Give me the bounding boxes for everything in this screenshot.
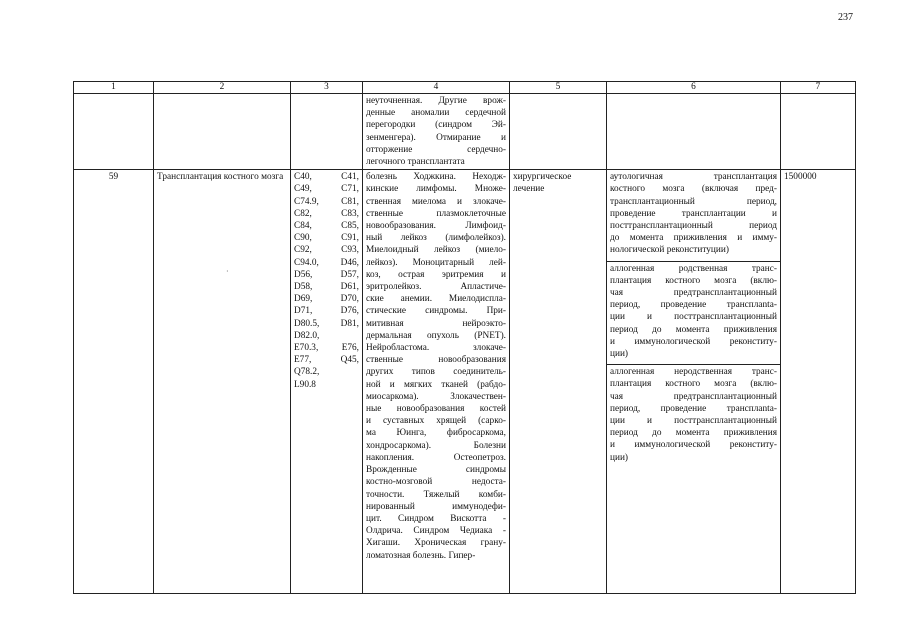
- icd-code: D71,: [294, 306, 313, 317]
- diagnosis-line: ма Юинга, фибросаркома,: [366, 428, 506, 439]
- method-line: проведение трансплантации и: [610, 208, 777, 219]
- column-header-3: 3: [291, 82, 363, 94]
- diagnosis-line: кинские лимфомы. Множе-: [366, 184, 506, 195]
- diagnosis-line: ственная миелома и злокаче-: [366, 196, 506, 207]
- method-item: [607, 170, 780, 257]
- page-number: 237: [838, 12, 853, 23]
- procedure-name: [154, 170, 291, 594]
- diagnosis-line: отторжение сердечно-: [366, 144, 506, 155]
- treatment-type: [510, 170, 607, 594]
- icd-code: D57,: [340, 269, 359, 280]
- diagnosis-line: костно-мозговой недоста-: [366, 477, 506, 488]
- method-line: период, проведение трансплanta-: [610, 300, 777, 311]
- method-line: ции): [610, 452, 629, 463]
- scan-artifact: ·: [226, 267, 229, 276]
- diagnosis-line: других типов соединитель-: [366, 367, 506, 378]
- icd-code: C90,: [294, 233, 312, 244]
- icd-code: C40,: [294, 172, 312, 183]
- norm-value: 1500000: [784, 172, 817, 183]
- icd-code: C83,: [341, 208, 359, 219]
- method-line: и иммунологической реконститу-: [610, 336, 777, 347]
- column-header-5: 5: [510, 82, 607, 94]
- icd-code: D61,: [340, 282, 359, 293]
- cont-diagnosis-cell: [363, 94, 510, 170]
- column-header-7: 7: [781, 82, 856, 94]
- method-line: чая предтрансплантационный: [610, 288, 777, 299]
- method-item: [607, 261, 780, 362]
- method-line: посттрансплантационный период: [610, 221, 777, 232]
- method-line: плантация костного мозга (вклю-: [610, 275, 777, 286]
- method-line: ции): [610, 349, 629, 360]
- cont-diagnosis-text: [366, 95, 506, 168]
- icd-code: D58,: [294, 282, 313, 293]
- icd-code: C71,: [341, 184, 359, 195]
- cont-cell-3: [291, 94, 363, 170]
- column-header-6: 6: [607, 82, 781, 94]
- icd-code: D81,: [340, 318, 359, 329]
- diagnosis-line: Нейробластома. злокаче-: [366, 343, 506, 354]
- diagnosis-line: новообразования. Лимфоид-: [366, 221, 506, 232]
- cont-cell-5: [510, 94, 607, 170]
- icd-code: D76,: [340, 306, 359, 317]
- diagnosis-line: накопления. Остеопетроз.: [366, 452, 506, 463]
- diagnosis-line: неуточненная. Другие врож-: [366, 96, 506, 106]
- method-line: и иммунологической реконститу-: [610, 440, 777, 451]
- methods-cell: [607, 170, 781, 594]
- icd-code: D56,: [294, 269, 313, 280]
- icd-code: E70.3,: [294, 343, 319, 354]
- method-line: аллогенная неродственная транс-: [610, 367, 777, 378]
- diagnosis-line: Миелоидный лейкоз (миело-: [366, 245, 506, 256]
- icd-code: C41,: [341, 172, 359, 183]
- diagnosis-cell: [363, 170, 510, 594]
- icd-code: L90.8: [294, 379, 316, 390]
- icd-code: D80.5,: [294, 318, 320, 329]
- diagnosis-line: эритролейкоз. Апластиче-: [366, 282, 506, 293]
- diagnosis-line: миосаркома). Злокачествен-: [366, 391, 506, 402]
- treatment-type-text: хирургическое лечение: [513, 172, 572, 195]
- method-line: плантация костного мозга (вклю-: [610, 379, 777, 390]
- icd-code: C84,: [294, 221, 312, 232]
- icd-code: C93,: [341, 245, 359, 256]
- method-line: ции и посттрансплантационный: [610, 312, 777, 323]
- icd-codes: [294, 171, 359, 391]
- method-line: период, проведение трансплanta-: [610, 403, 777, 414]
- icd-code: D82.0,: [294, 330, 320, 341]
- diagnosis-line: легочного трансплантата: [366, 157, 465, 168]
- diagnosis-line: болезнь Ходжкина. Неходж-: [366, 172, 506, 183]
- methods-list: [607, 170, 780, 465]
- diagnosis-line: зенменгера). Отмирание и: [366, 132, 506, 143]
- diagnosis-line: денные аномалии сердечной: [366, 108, 506, 119]
- method-line: аутологичная трансплантация: [610, 172, 777, 183]
- icd-code: C92,: [294, 245, 312, 256]
- diagnosis-line: стические синдромы. При-: [366, 306, 506, 317]
- icd-codes-cell: [291, 170, 363, 594]
- cont-cell-1: [74, 94, 154, 170]
- column-header-1: 1: [74, 82, 154, 94]
- method-line: нологической реконституции): [610, 245, 729, 256]
- procedure-name-text: Трансплантация костного мозга: [157, 172, 284, 183]
- diagnosis-line: дермальная опухоль (PNET).: [366, 330, 506, 341]
- icd-code: E77,: [294, 355, 312, 366]
- method-line: период до момента приживления: [610, 428, 777, 439]
- icd-code: [329, 366, 360, 378]
- icd-code: D70,: [340, 294, 359, 305]
- method-line: аллогенная родственная транс-: [610, 263, 777, 274]
- icd-code: [329, 379, 360, 391]
- icd-code: C91,: [341, 233, 359, 244]
- icd-code: C81,: [341, 196, 359, 207]
- diagnosis-line: хондросаркома). Болезни: [366, 440, 506, 451]
- icd-code: E76,: [341, 343, 359, 354]
- icd-code: C85,: [341, 221, 359, 232]
- column-header-2: 2: [154, 82, 291, 94]
- diagnosis-line: ные новообразования костей: [366, 404, 506, 415]
- method-line: костного мозга (включая пред-: [610, 184, 777, 195]
- cont-cell-6: [607, 94, 781, 170]
- icd-code: D46,: [340, 257, 359, 268]
- cont-cell-2: [154, 94, 291, 170]
- method-line: чая предтрансплантационный: [610, 391, 777, 402]
- cont-cell-7: [781, 94, 856, 170]
- diagnosis-line: и суставных хрящей (сарко-: [366, 416, 506, 427]
- diagnosis-line: перегородки (синдром Эй-: [366, 120, 506, 131]
- norm-cell: [781, 170, 856, 594]
- diagnosis-line: ственные плазмоклеточные: [366, 208, 506, 219]
- diagnosis-line: ный лейкоз (лимфолейкоз).: [366, 233, 506, 244]
- column-header-4: 4: [363, 82, 510, 94]
- icd-code: C82,: [294, 208, 312, 219]
- diagnosis-line: ственные новообразования: [366, 355, 506, 366]
- diagnosis-line: цит. Синдром Вискотта -: [366, 513, 506, 524]
- method-line: ции и посттрансплантационный: [610, 416, 777, 427]
- diagnosis-line: коз, острая эритремия и: [366, 269, 506, 280]
- diagnosis-line: точности. Тяжелый комби-: [366, 489, 506, 500]
- row-number: 59: [74, 170, 154, 594]
- table-row: [74, 170, 856, 594]
- icd-code: C49,: [294, 184, 312, 195]
- icd-code: Q45,: [340, 355, 359, 366]
- diagnosis-line: нированный иммунодефи-: [366, 501, 506, 512]
- icd-code: D69,: [294, 294, 313, 305]
- continuation-row: [74, 94, 856, 170]
- icd-code: C94.0,: [294, 257, 319, 268]
- column-number-row: [74, 82, 856, 94]
- method-line: трансплантационный период,: [610, 196, 777, 207]
- diagnosis-line: ские анемии. Миелодиспла-: [366, 294, 506, 305]
- diagnosis-text: [366, 171, 506, 562]
- diagnosis-line: Врожденные синдромы: [366, 465, 506, 476]
- diagnosis-line: митивная нейроэкто-: [366, 318, 506, 329]
- icd-code: C74.9,: [294, 196, 319, 207]
- method-line: период до момента приживления: [610, 324, 777, 335]
- icd-code: Q78.2,: [294, 367, 320, 378]
- diagnosis-line: ной и мягких тканей (рабдо-: [366, 379, 506, 390]
- diagnosis-line: лейкоз). Моноцитарный лей-: [366, 257, 506, 268]
- diagnosis-line: Хигаши. Хроническая грану-: [366, 538, 506, 549]
- method-item: [607, 364, 780, 465]
- vmp-table: [73, 81, 856, 594]
- diagnosis-line: Олдрича. Синдром Чедиака -: [366, 526, 506, 537]
- diagnosis-line: ломатозная болезнь. Гипер-: [366, 550, 476, 561]
- icd-code: [329, 330, 360, 342]
- method-line: до момента приживления и имму-: [610, 233, 777, 244]
